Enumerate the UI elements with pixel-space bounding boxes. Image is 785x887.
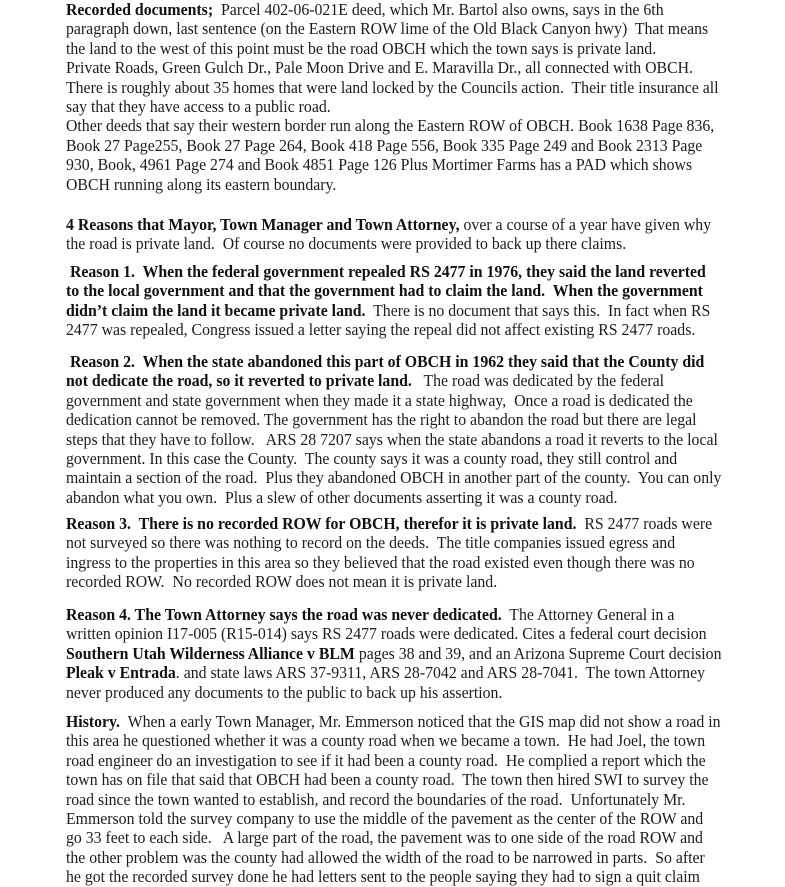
body-text: The road was dedicated by the federal: [411, 371, 665, 391]
body-text: recorded ROW. No recorded ROW does not mean it is private land.: [66, 572, 498, 592]
body-text: Private Roads, Green Gulch Dr., Pale Moon Drive and E. Maravilla Dr., all connected with OBCH.: [66, 58, 693, 78]
body-text: paragraph down, last sentence (on the Eastern ROW lime of the Old Black Canyon hwy) That means: [66, 19, 709, 39]
text-line: [66, 848, 721, 867]
body-text: dedication cannot be removed. The government has the right to abandon the road but there are legal: [66, 410, 697, 430]
text-line: [66, 97, 719, 116]
body-text: this area he questioned whether it was a county road when we became a town. He had Joel, the town: [66, 731, 706, 751]
body-text: government. In this case the County. The county says it was a county road, they still control and: [66, 448, 678, 468]
text-line: [66, 410, 721, 429]
bold-heading: 4 Reasons that Mayor, Town Manager and Town Attorney,: [66, 215, 460, 234]
bold-heading: didn’t claim the land it became private land.: [66, 300, 366, 320]
bold-heading: Reason 2. When the state abandoned this part of OBCH in 1962 they said that the County did: [66, 352, 705, 371]
body-text: road engineer do an investigation to see if it had been a county road. He complied a report which the: [66, 750, 706, 770]
text-line: [66, 262, 710, 281]
body-text: There is roughly about 35 homes that were land locked by the Councils action. Their title insurance all: [66, 77, 719, 97]
paragraph-four-reasons: [66, 215, 760, 254]
body-text: There is no document that says this. In fact when RS: [365, 300, 711, 320]
body-text: Other deeds that say their western border run along the Eastern ROW of OBCH. Book 1638 Page 836,: [66, 116, 715, 136]
text-line: [66, 175, 719, 194]
paragraph-reason-2: [66, 352, 771, 507]
text-line: [66, 19, 719, 38]
text-line: [66, 751, 721, 770]
text-line: [66, 644, 721, 663]
text-line: [66, 136, 719, 155]
paragraph-reason-4: [66, 605, 771, 702]
text-line: [66, 391, 721, 410]
bold-heading: not dedicate the road, so it reverted to private land.: [66, 371, 412, 391]
body-text: . and state laws ARS 37-9311, ARS 28-7042 and ARS 28-7041. The town Attorney: [175, 663, 705, 683]
text-line: [66, 281, 710, 300]
text-line: [66, 78, 719, 97]
body-text: OBCH running along its eastern boundary.: [66, 174, 337, 194]
text-line: [66, 553, 712, 572]
text-line: [66, 352, 721, 371]
bold-heading: Reason 3. There is no recorded ROW for OBCH, therefor it is private land.: [66, 514, 577, 533]
text-line: [66, 770, 721, 789]
bold-heading: Reason 4. The Town Attorney says the road was never dedicated.: [66, 605, 502, 624]
body-text: he got the recorded survey done he had letters sent to the people saying they had to sign a quit claim: [66, 867, 700, 887]
bold-heading: to the local government and that the government had to claim the land. When the government: [66, 281, 703, 301]
text-line: [66, 712, 721, 731]
body-text: The Attorney General in a: [501, 605, 675, 624]
text-line: [66, 116, 719, 135]
text-line: [66, 867, 721, 886]
text-line: [66, 572, 712, 591]
text-line: [66, 301, 710, 320]
body-text: abandon what you own. Plus a slew of other documents asserting it was a county road.: [66, 487, 618, 507]
body-text: not surveyed so there was nothing to record on the deeds. The title companies issued egress and: [66, 533, 676, 553]
body-text: When a early Town Manager, Mr. Emmerson noticed that the GIS map did not show a road in: [120, 712, 721, 731]
text-line: [66, 624, 721, 643]
text-line: [66, 320, 710, 339]
body-text: the road is private land. Of course no documents were provided to back up there claims.: [66, 234, 627, 254]
bold-heading: Southern Utah Wilderness Alliance v BLM: [66, 643, 355, 663]
paragraph-reason-3: [66, 514, 761, 592]
text-line: [66, 430, 721, 449]
text-line: [66, 809, 721, 828]
text-line: [66, 155, 719, 174]
body-text: pages 38 and 39, and an Arizona Supreme Court decision: [354, 643, 722, 663]
bold-heading: History.: [66, 712, 121, 731]
body-text: Book 27 Page255, Book 27 Page 264, Book 418 Page 556, Book 335 Page 249 and Book 2313 Page: [66, 135, 703, 155]
text-line: [66, 39, 719, 58]
body-text: town has on file that said that OBCH had been a county road. The town then hired SWI to survey the: [66, 770, 709, 790]
bold-heading: Pleak v Entrada: [66, 663, 176, 683]
body-text: government and state government when they made it a state highway, Once a road is dedicated the: [66, 390, 693, 410]
text-line: [66, 449, 721, 468]
paragraph-recorded-documents: [66, 0, 768, 194]
body-text: RS 2477 roads were: [576, 514, 713, 533]
text-line: [66, 683, 721, 702]
body-text: Parcel 402-06-021E deed, which Mr. Bartol also owns, says in the 6th: [213, 0, 664, 19]
body-text: the land to the west of this point must be the road OBCH which the town says is private land.: [66, 38, 657, 58]
body-text: over a course of a year have given why: [459, 215, 712, 234]
text-line: [66, 731, 721, 750]
paragraph-history: [66, 712, 770, 887]
text-line: [66, 533, 712, 552]
text-line: [66, 790, 721, 809]
body-text: written opinion I17-005 (R15-014) says RS 2477 roads were dedicated. Cites a federal court decision: [66, 624, 707, 644]
text-line: [66, 0, 719, 19]
body-text: steps that they have to follow. ARS 28 7207 says when the state abandons a road it reverts to the local: [66, 429, 718, 449]
text-line: [66, 605, 721, 624]
body-text: 2477 was repealed, Congress issued a letter saying the repeal did not affect existing RS 2477 roads.: [66, 320, 696, 340]
body-text: say that they have access to a public road.: [66, 96, 331, 116]
text-line: [66, 488, 721, 507]
text-line: [66, 468, 721, 487]
body-text: road since the town wanted to establish, and record the boundaries of the road. Unfortunately Mr.: [66, 789, 686, 809]
text-line: [66, 514, 712, 533]
paragraph-reason-1: [66, 262, 759, 340]
bold-heading: Recorded documents;: [66, 0, 214, 19]
body-text: Emmerson told the survey company to use the middle of the pavement as the center of the ROW and: [66, 808, 704, 828]
text-line: [66, 215, 711, 234]
text-line: [66, 371, 721, 390]
body-text: never produced any documents to the public to back up his assertion.: [66, 682, 503, 702]
text-line: [66, 58, 719, 77]
text-line: [66, 234, 711, 253]
text-line: [66, 663, 721, 682]
text-line: [66, 828, 721, 847]
body-text: maintain a section of the road. Plus they abandoned OBCH in another part of the county. You can only: [66, 468, 722, 488]
body-text: the other problem was the county had allowed the width of the road to be narrowed in parts. So after: [66, 847, 705, 867]
bold-heading: Reason 1. When the federal government repealed RS 2477 in 1976, they said the land reverted: [66, 262, 706, 281]
body-text: 930, Book, 4961 Page 274 and Book 4851 Page 126 Plus Mortimer Farms has a PAD which shows: [66, 155, 693, 175]
body-text: go 33 feet to each side. A large part of the road, the pavement was to one side of the road ROW and: [66, 828, 703, 848]
body-text: ingress to the properties in this area so they believed that the road existed even though there was no: [66, 552, 695, 572]
